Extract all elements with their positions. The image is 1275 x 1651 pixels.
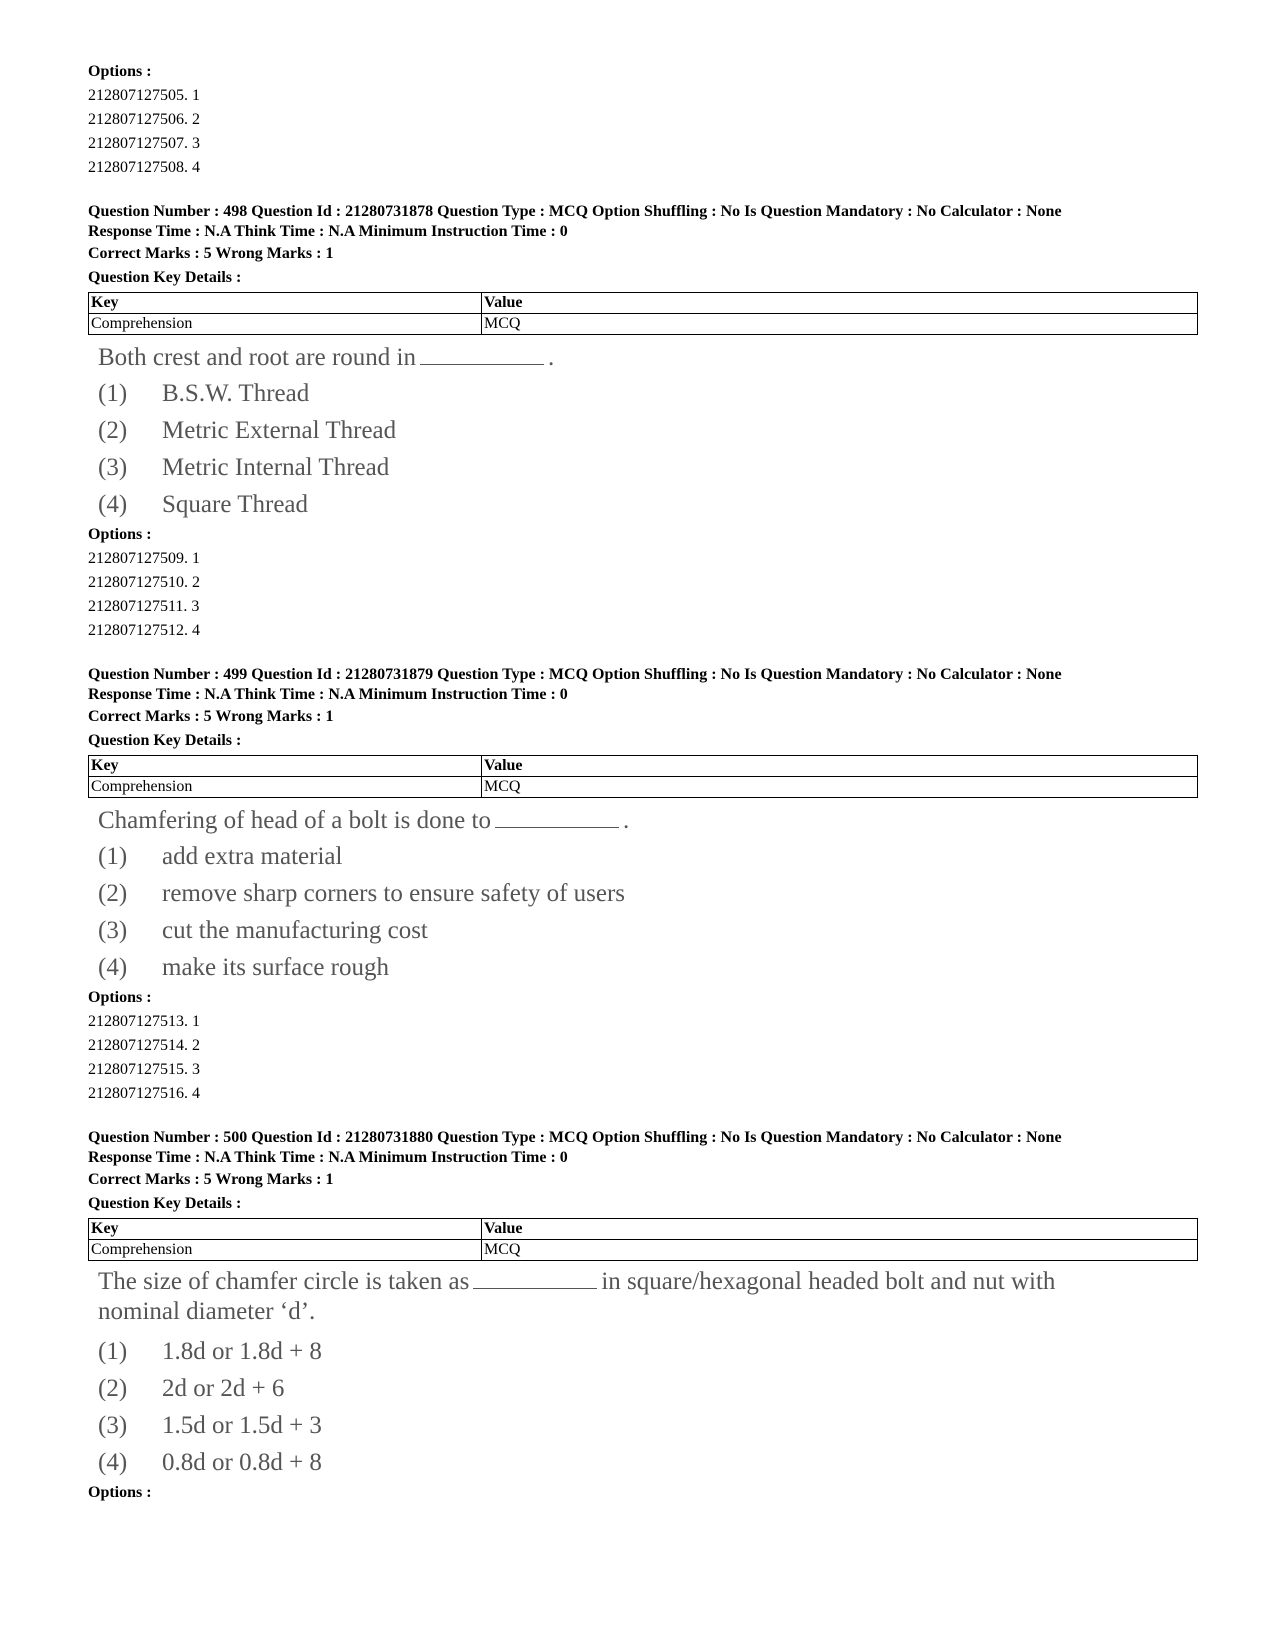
question-image (88, 804, 1198, 986)
choice-item: (4) 0.8d or 0.8d + 8 (98, 1449, 322, 1476)
key-details-table (88, 755, 1198, 798)
question-header: Question Number : 500 Question Id : 21280731880 Question Type : MCQ Option Shuffling : No Is Question Mandatory : No Calculator : None (88, 1129, 1062, 1146)
question-stem: Both crest and root are round in . (98, 344, 555, 371)
key-details-table (88, 1218, 1198, 1261)
question-image (88, 341, 1198, 523)
choice-item: (2) 2d or 2d + 6 (98, 1375, 285, 1402)
choice-item: (1) B.S.W. Thread (98, 380, 310, 407)
question-timing: Response Time : N.A Think Time : N.A Minimum Instruction Time : 0 (88, 223, 568, 240)
question-header: Question Number : 498 Question Id : 21280731878 Question Type : MCQ Option Shuffling : No Is Question Mandatory : No Calculator : None (88, 203, 1062, 220)
options-label: Options : (88, 989, 152, 1006)
option-id: 212807127509. 1 (88, 550, 200, 567)
table-cell-key: Comprehension (89, 314, 482, 335)
option-id: 212807127513. 1 (88, 1013, 200, 1030)
choice-item: (4) Square Thread (98, 491, 309, 518)
table-header-key: Key (89, 1219, 482, 1240)
key-details-table (88, 292, 1198, 335)
option-id: 212807127512. 4 (88, 622, 200, 639)
option-id: 212807127510. 2 (88, 574, 200, 591)
option-id: 212807127506. 2 (88, 111, 200, 128)
table-header-value: Value (482, 756, 1198, 777)
options-label: Options : (88, 63, 152, 80)
table-cell-value: MCQ (482, 777, 1198, 798)
option-id: 212807127516. 4 (88, 1085, 200, 1102)
option-id: 212807127511. 3 (88, 598, 200, 615)
question-block-500 (88, 1128, 1198, 1505)
question-block-499 (88, 665, 1198, 1106)
key-details-label: Question Key Details : (88, 1195, 242, 1212)
table-header-key: Key (89, 756, 482, 777)
option-id: 212807127507. 3 (88, 135, 200, 152)
key-details-label: Question Key Details : (88, 732, 242, 749)
choice-item: (4) make its surface rough (98, 954, 390, 981)
question-timing: Response Time : N.A Think Time : N.A Minimum Instruction Time : 0 (88, 1149, 568, 1166)
question-marks: Correct Marks : 5 Wrong Marks : 1 (88, 245, 334, 262)
top-options-block (88, 60, 1198, 180)
choice-item: (1) add extra material (98, 843, 343, 870)
table-header-value: Value (482, 293, 1198, 314)
choice-item: (3) 1.5d or 1.5d + 3 (98, 1412, 322, 1439)
choice-item: (3) Metric Internal Thread (98, 454, 390, 481)
options-label: Options : (88, 526, 152, 543)
question-block-498 (88, 202, 1198, 643)
question-stem: The size of chamfer circle is taken as in square/hexagonal headed bolt and nut with (98, 1268, 1056, 1295)
choice-item: (2) Metric External Thread (98, 417, 397, 444)
option-id: 212807127515. 3 (88, 1061, 200, 1078)
table-header-key: Key (89, 293, 482, 314)
question-image (88, 1267, 1198, 1481)
question-stem: Chamfering of head of a bolt is done to . (98, 807, 630, 834)
question-stem-line2: nominal diameter ‘d’. (98, 1298, 316, 1325)
question-marks: Correct Marks : 5 Wrong Marks : 1 (88, 1171, 334, 1188)
table-cell-value: MCQ (482, 314, 1198, 335)
choice-item: (3) cut the manufacturing cost (98, 917, 428, 944)
options-label: Options : (88, 1484, 152, 1501)
option-id: 212807127505. 1 (88, 87, 200, 104)
choice-item: (1) 1.8d or 1.8d + 8 (98, 1338, 322, 1365)
table-cell-key: Comprehension (89, 1240, 482, 1261)
option-id: 212807127508. 4 (88, 159, 200, 176)
choice-item: (2) remove sharp corners to ensure safety of users (98, 880, 626, 907)
table-cell-key: Comprehension (89, 777, 482, 798)
question-timing: Response Time : N.A Think Time : N.A Minimum Instruction Time : 0 (88, 686, 568, 703)
key-details-label: Question Key Details : (88, 269, 242, 286)
option-id: 212807127514. 2 (88, 1037, 200, 1054)
question-header: Question Number : 499 Question Id : 21280731879 Question Type : MCQ Option Shuffling : No Is Question Mandatory : No Calculator : None (88, 666, 1062, 683)
document-page (88, 60, 1198, 1505)
table-cell-value: MCQ (482, 1240, 1198, 1261)
table-header-value: Value (482, 1219, 1198, 1240)
question-marks: Correct Marks : 5 Wrong Marks : 1 (88, 708, 334, 725)
